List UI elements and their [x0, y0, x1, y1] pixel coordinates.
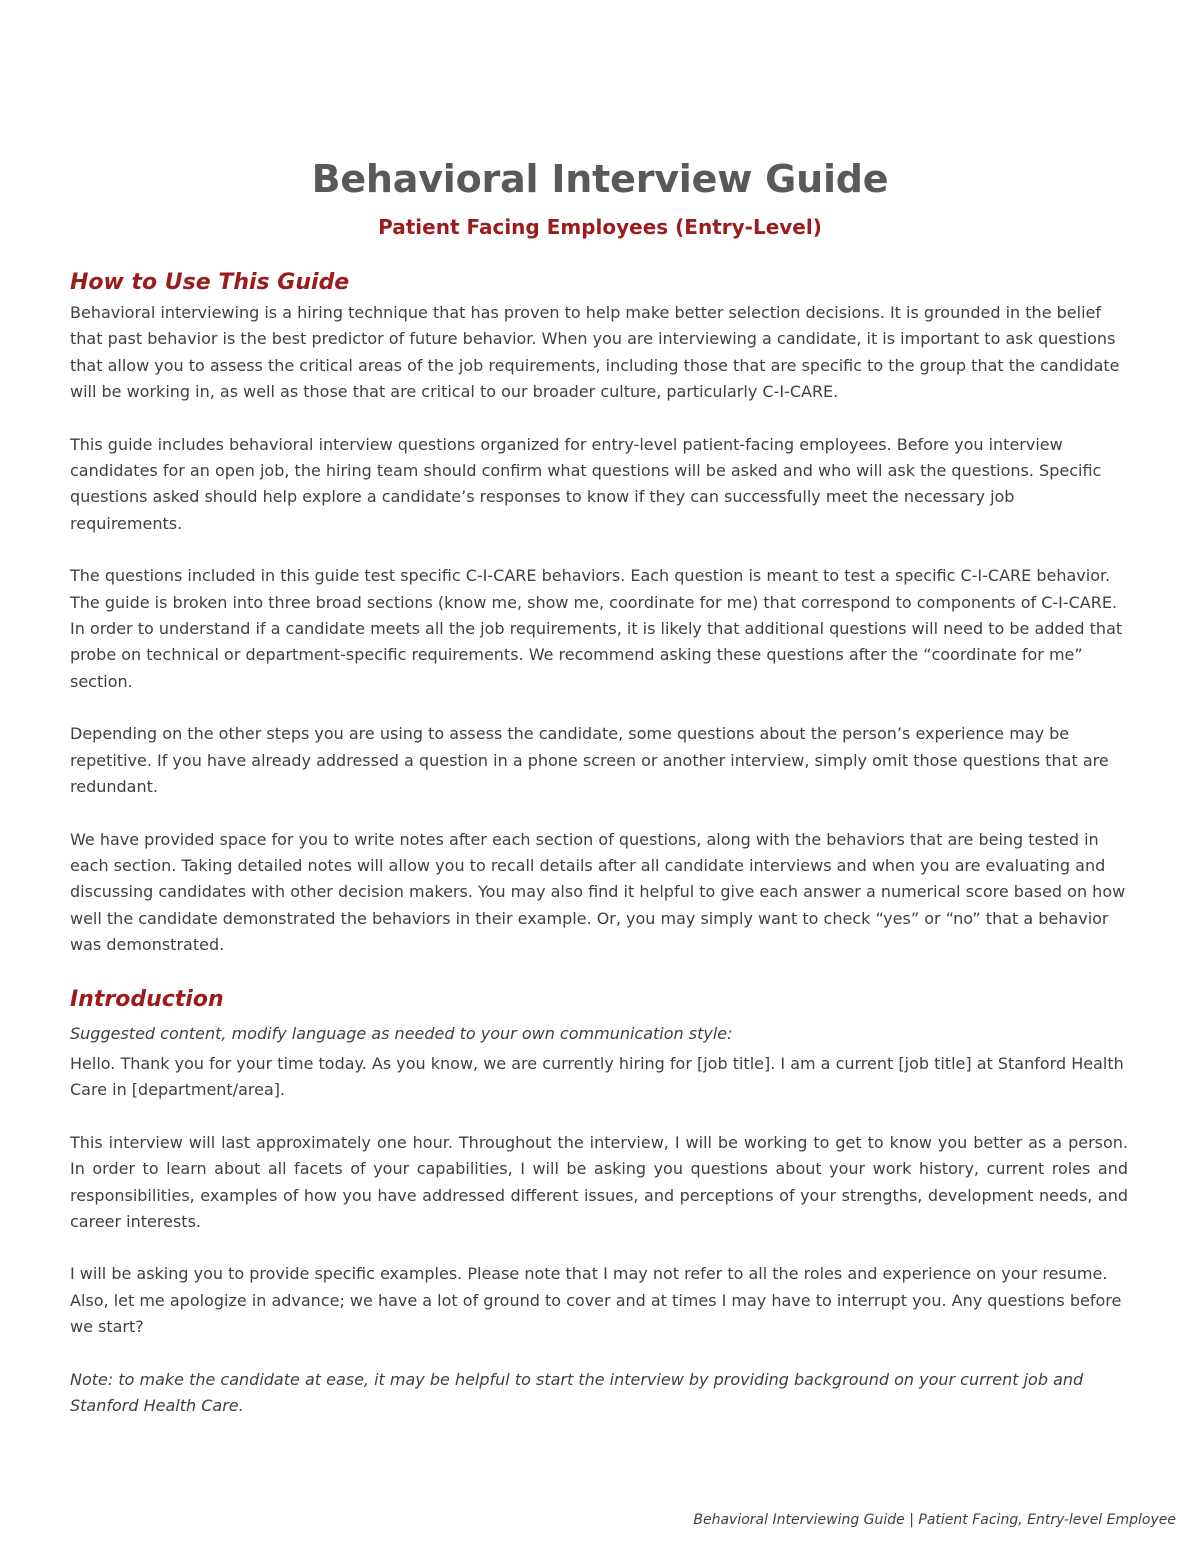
introduction-paragraph-1: Hello. Thank you for your time today. As you know, we are currently hiring for [job title]. I am a current [job title] at Stanford Health Care in [department/area].	[70, 1053, 1124, 1100]
document-title: Behavioral Interview Guide	[311, 157, 889, 201]
how-to-use-heading: How to Use This Guide	[70, 270, 350, 295]
introduction-paragraph-2: This interview will last approximately one hour. Throughout the interview, I will be working to get to know you better as a person. In order to learn about all facets of your capabilities, I will be asking you questions about your work history, current roles and responsibilities, examples of how you have addressed different issues, and perceptions of your strengths, development needs, and career interests.	[70, 1132, 1128, 1231]
document-subtitle: Patient Facing Employees (Entry-Level)	[378, 215, 822, 239]
how-to-use-paragraph-4: Depending on the other steps you are using to assess the candidate, some questions about the person’s experience may be repetitive. If you have already addressed a question in a phone screen or another interview, simply omit those questions that are redundant.	[70, 724, 1109, 797]
how-to-use-paragraph-2: This guide includes behavioral interview questions organized for entry-level patient-facing employees. Before you interview candidates for an open job, the hiring team should confirm what questions will be asked and who will ask the questions. Specific questions asked should help explore a candidate’s responses to know if they can successfully meet the necessary job requirements.	[70, 434, 1102, 533]
introduction-note: Note: to make the candidate at ease, it may be helpful to start the interview by providing background on your current job and Stanford Health Care.	[70, 1369, 1084, 1415]
page-footer: Behavioral Interviewing Guide | Patient Facing, Entry-level Employee	[693, 1512, 1176, 1528]
how-to-use-paragraph-1: Behavioral interviewing is a hiring technique that has proven to help make better selection decisions. It is grounded in the belief that past behavior is the best predictor of future behavior. When you are interviewing a candidate, it is important to ask questions that allow you to assess the critical areas of the job requirements, including those that are specific to the group that the candidate will be working in, as well as those that are critical to our broader culture, particularly C-I-CARE.	[70, 303, 1120, 402]
how-to-use-paragraph-3: The questions included in this guide test specific C-I-CARE behaviors. Each question is meant to test a specific C-I-CARE behavior. The guide is broken into three broad sections (know me, show me, coordinate for me) that correspond to components of C-I-CARE. In order to understand if a candidate meets all the job requirements, it is likely that additional questions will need to be added that probe on technical or department-specific requirements. We recommend asking these questions after the “coordinate for me” section.	[70, 566, 1123, 691]
introduction-paragraph-3: I will be asking you to provide specific examples. Please note that I may not refer to all the roles and experience on your resume. Also, let me apologize in advance; we have a lot of ground to cover and at times I may have to interrupt you. Any questions before we start?	[70, 1264, 1122, 1337]
introduction-heading: Introduction	[70, 986, 224, 1012]
document-body	[70, 268, 1128, 1419]
how-to-use-paragraph-5: We have provided space for you to write notes after each section of questions, along with the behaviors that are being tested in each section. Taking detailed notes will allow you to recall details after all candidate interviews and when you are evaluating and discussing candidates with other decision makers. You may also find it helpful to give each answer a numerical score based on how well the candidate demonstrated the behaviors in their example. Or, you may simply want to check “yes” or “no” that a behavior was demonstrated.	[70, 829, 1126, 955]
introduction-suggested-note: Suggested content, modify language as needed to your own communication style:	[70, 1023, 733, 1043]
